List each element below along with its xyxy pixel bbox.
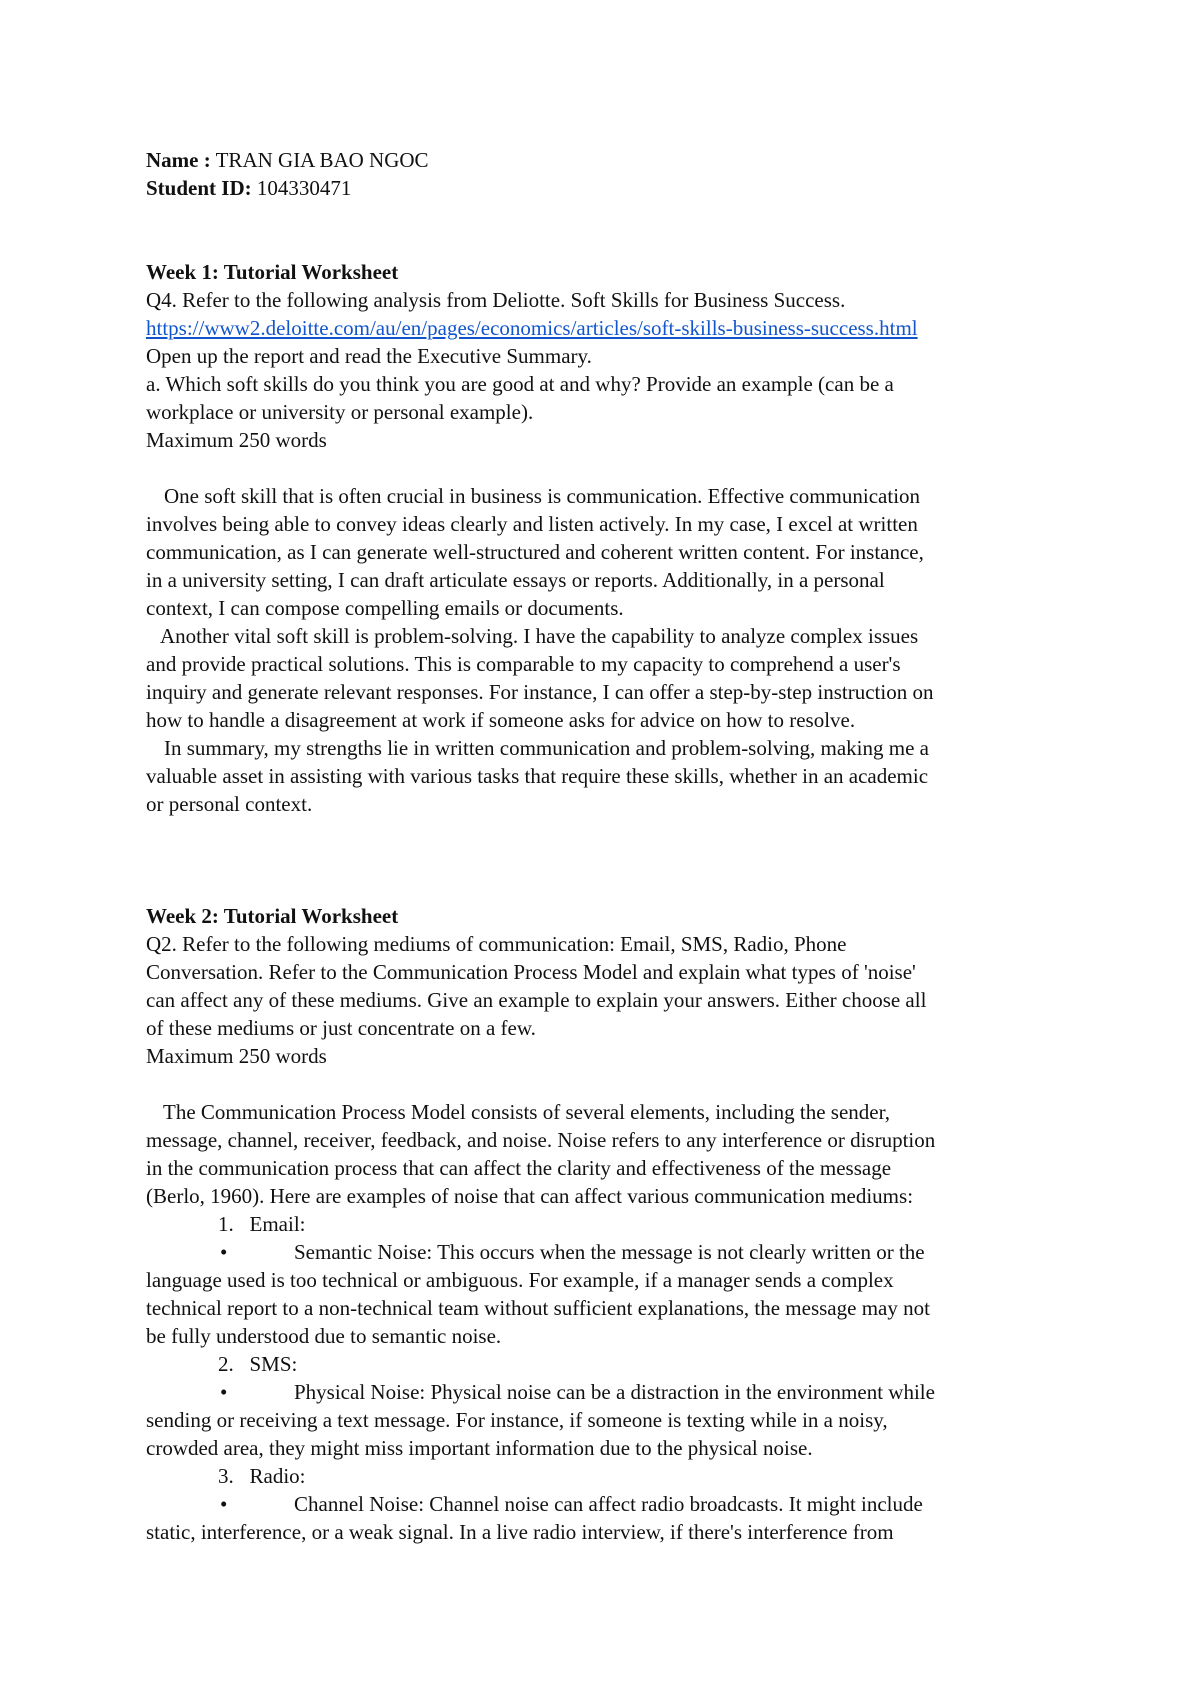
bullet-icon: • — [220, 1492, 228, 1516]
week2-question: Q2. Refer to the following mediums of communication: Email, SMS, Radio, Phone Conversation. Refer to the Communication Process Model and explain what types of 'noise' can affect any of these mediums. Give an example to explain your answers. Either choose all of these mediums or just concentrate on a few. — [146, 932, 927, 1040]
list-item: 3. Radio: • Channel Noise: Channel noise can affect radio broadcasts. It might include static, interference, or a weak signal. In a live radio interview, if there's interference from — [146, 1464, 923, 1544]
list-number: 2. — [218, 1352, 234, 1376]
week2-heading: Week 2: Tutorial Worksheet — [146, 904, 399, 928]
list-item: 1. Email: • Semantic Noise: This occurs when the message is not clearly written or the language used is too technical or ambiguous. For example, if a manager sends a complex technical report to a non-technical team without sufficient explanations, the message may not be fully understood due to semantic noise. — [146, 1212, 930, 1348]
week1-answer-paragraph-1: One soft skill that is often crucial in business is communication. Effective communication involves being able to convey ideas clearly and listen actively. In my case, I excel at written communication, as I can generate well-structured and coherent written content. For instance, in a university setting, I can draft articulate essays or reports. Additionally, in a personal context, I can compose compelling emails or documents. — [146, 484, 924, 620]
list-number: 3. — [218, 1464, 234, 1488]
week1-instruction: Open up the report and read the Executive Summary. — [146, 344, 592, 368]
student-id-value: 104330471 — [256, 176, 352, 200]
list-title: Email: — [249, 1212, 306, 1236]
list-title: Radio: — [249, 1464, 306, 1488]
week1-question-a: a. Which soft skills do you think you are good at and why? Provide an example (can be a — [146, 372, 894, 396]
week1-limit: Maximum 250 words — [146, 428, 327, 452]
week1-answer-paragraph-2: Another vital soft skill is problem-solving. I have the capability to analyze complex issues and provide practical solutions. This is comparable to my capacity to comprehend a user's inquiry and generate relevant responses. For instance, I can offer a step-by-step instruction on how to handle a disagreement at work if someone asks for advice on how to resolve. — [146, 624, 934, 732]
list-item: 2. SMS: • Physical Noise: Physical noise can be a distraction in the environment while sending or receiving a text message. For instance, if someone is texting while in a noisy, crowded area, they might miss important information due to the physical noise. — [146, 1352, 935, 1460]
week1-question: Q4. Refer to the following analysis from Deliotte. Soft Skills for Business Success. — [146, 288, 846, 312]
name-value: TRAN GIA BAO NGOC — [215, 148, 429, 172]
name-line — [146, 146, 1066, 174]
name-label: Name : — [146, 148, 211, 172]
week1-heading: Week 1: Tutorial Worksheet — [146, 260, 399, 284]
student-id-label: Student ID: — [146, 176, 252, 200]
bullet-icon: • — [220, 1380, 228, 1404]
week2-limit: Maximum 250 words — [146, 1044, 327, 1068]
list-title: SMS: — [249, 1352, 298, 1376]
week1-answer-paragraph-3: In summary, my strengths lie in written communication and problem-solving, making me a valuable asset in assisting with various tasks that require these skills, whether in an academic or personal context. — [146, 736, 929, 816]
bullet-icon: • — [220, 1240, 228, 1264]
document-page — [146, 146, 1066, 1546]
list-number: 1. — [218, 1212, 234, 1236]
week1-link[interactable]: https://www2.deloitte.com/au/en/pages/economics/articles/soft-skills-business-success.html — [146, 316, 918, 340]
week1-question-a-cont: workplace or university or personal example). — [146, 400, 534, 424]
week2-intro-paragraph: The Communication Process Model consists of several elements, including the sender, message, channel, receiver, feedback, and noise. Noise refers to any interference or disruption in the communication process that can affect the clarity and effectiveness of the message (Berlo, 1960). Here are examples of noise that can affect various communication mediums: — [146, 1100, 936, 1208]
student-id-line — [146, 174, 1066, 202]
